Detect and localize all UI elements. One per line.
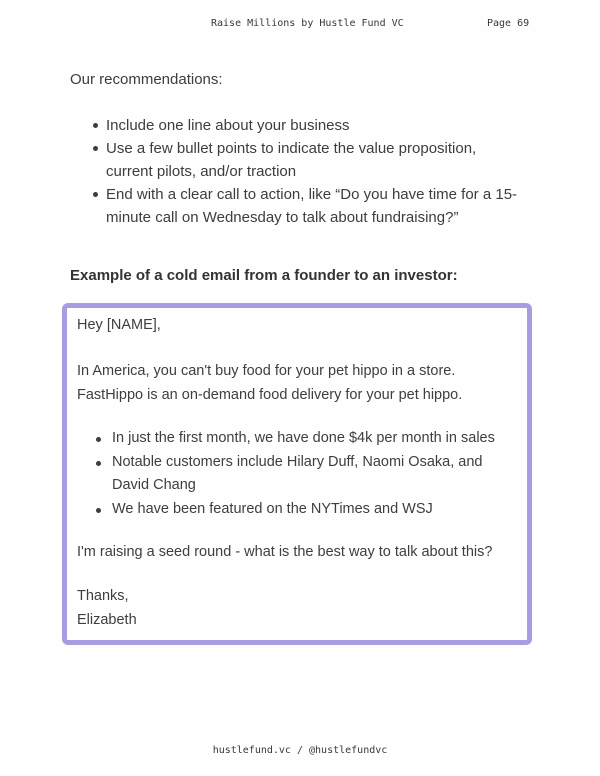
header-book-title: Raise Millions by Hustle Fund VC <box>211 18 404 29</box>
list-item-text: Include one line about your business <box>106 117 350 134</box>
email-bullet-text: David Chang <box>112 477 196 493</box>
bullet-icon <box>93 123 98 128</box>
email-bullet-item <box>96 427 495 451</box>
list-item <box>93 137 533 160</box>
email-bullet-text: In just the first month, we have done $4k per month in sales <box>112 430 495 446</box>
footer-text: hustlefund.vc / @hustlefundvc <box>212 745 388 756</box>
list-item-text: minute call on Wednesday to talk about fundraising?” <box>106 209 459 226</box>
email-question: I'm raising a seed round - what is the best way to talk about this? <box>77 544 493 560</box>
email-box <box>62 303 532 645</box>
footer <box>0 744 600 758</box>
example-section-heading: Example of a cold email from a founder to an investor: <box>70 267 458 284</box>
email-intro-paragraph <box>77 360 462 407</box>
header-page-number: Page 69 <box>487 18 530 29</box>
list-item-text: End with a clear call to action, like “Do you have time for a 15- <box>106 186 518 203</box>
email-bullet-item <box>96 498 495 522</box>
list-item-text: Use a few bullet points to indicate the value proposition, <box>106 140 477 157</box>
email-bullet-list <box>96 427 495 521</box>
email-greeting: Hey [NAME], <box>77 317 161 333</box>
list-item-continuation <box>93 206 533 229</box>
email-bullet-text: Notable customers include Hilary Duff, Naomi Osaka, and <box>112 453 483 470</box>
email-paragraph-line: In America, you can't buy food for your pet hippo in a store. <box>77 363 456 379</box>
email-signature: Elizabeth <box>77 611 137 628</box>
bullet-icon <box>96 461 101 466</box>
email-paragraph-line: FastHippo is an on-demand food delivery for your pet hippo. <box>77 386 463 403</box>
email-closing: Thanks, <box>77 588 129 604</box>
bullet-icon <box>96 437 101 442</box>
list-item-continuation <box>93 160 533 183</box>
email-signoff <box>77 585 137 632</box>
list-item <box>93 183 533 206</box>
email-bullet-item <box>96 451 495 475</box>
email-bullet-text: We have been featured on the NYTimes and WSJ <box>112 500 433 517</box>
bullet-icon <box>93 146 98 151</box>
recommendations-intro: Our recommendations: <box>70 71 223 88</box>
list-item-text: current pilots, and/or traction <box>106 163 297 180</box>
bullet-icon <box>93 192 98 197</box>
recommendations-list <box>93 114 533 229</box>
list-item <box>93 114 533 137</box>
email-bullet-continuation <box>96 474 495 498</box>
bullet-icon <box>96 508 101 513</box>
